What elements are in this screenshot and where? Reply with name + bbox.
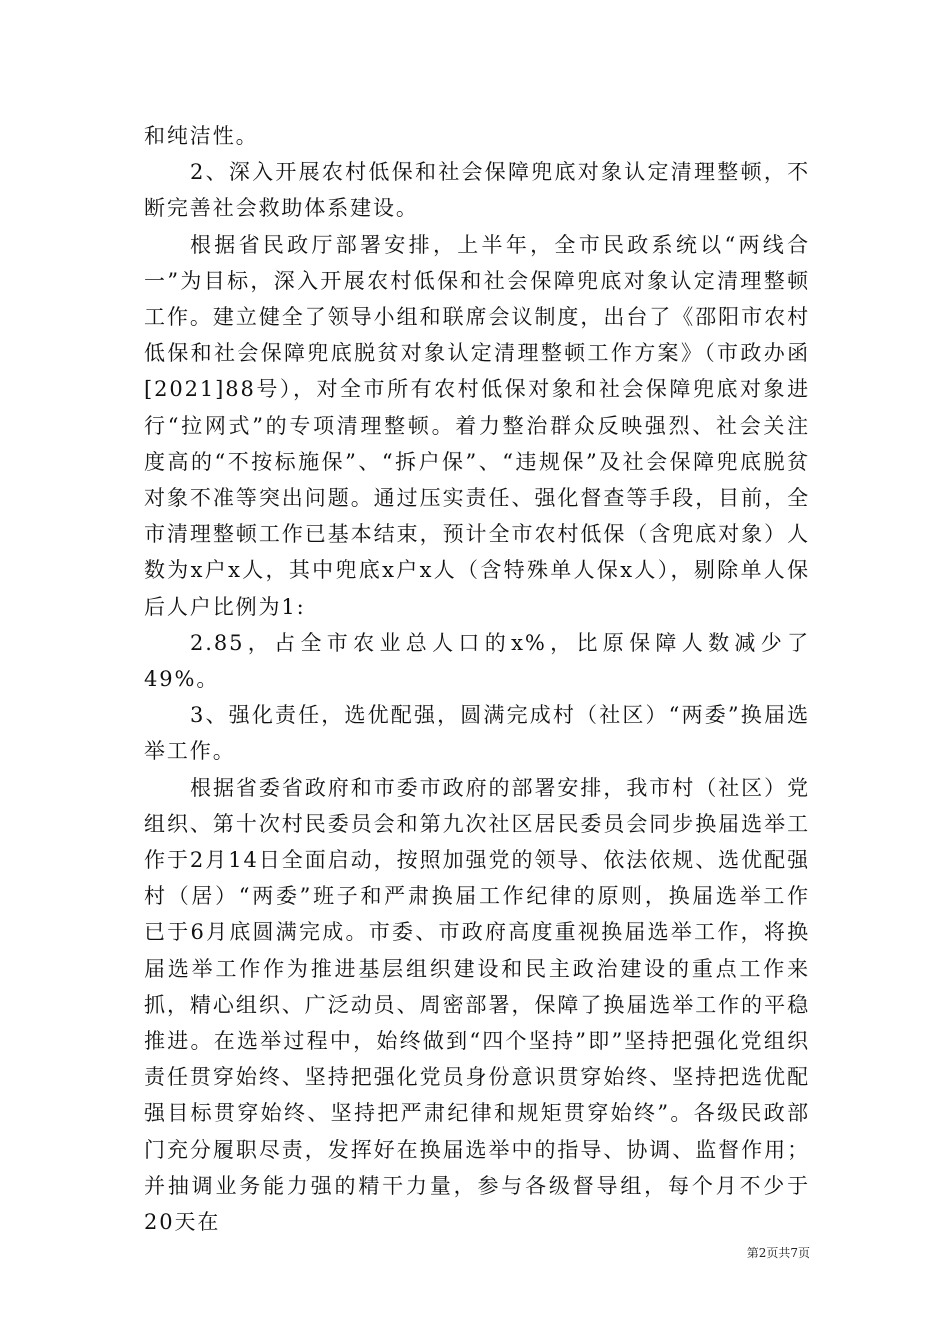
document-body bbox=[144, 118, 810, 1240]
paragraph-election-work: 根据省委省政府和市委市政府的部署安排，我市村（社区）党组织、第十次村民委员会和第九次社区居民委员会同步换届选举工作于2月14日全面启动，按照加强党的领导、依法依规、选优配强村（居）“两委”班子和严肃换届工作纪律的原则，换届选举工作已于6月底圆满完成。市委、市政府高度重视换届选举工作，将换届选举工作作为推进基层组织建设和民主政治建设的重点工作来抓，精心组织、广泛动员、周密部署，保障了换届选举工作的平稳推进。在选举过程中，始终做到“四个坚持”即”坚持把强化党组织责任贯穿始终、坚持把强化党员身份意识贯穿始终、坚持把选优配强目标贯穿始终、坚持把严肃纪律和规矩贯穿始终”。各级民政部门充分履职尽责，发挥好在换届选举中的指导、协调、监督作用；并抽调业务能力强的精干力量，参与各级督导组，每个月不少于20天在 bbox=[144, 775, 810, 1235]
paragraph-ratio-figures: 2.85，占全市农业总人口的x%，比原保障人数减少了49%。 bbox=[144, 630, 810, 692]
paragraph-heading-3: 3、强化责任，选优配强，圆满完成村（社区）“两委”换届选举工作。 bbox=[144, 703, 810, 764]
paragraph-continuation: 和纯洁性。 bbox=[144, 124, 259, 148]
page-number: 第2页共7页 bbox=[746, 1246, 810, 1260]
paragraph-low-income-cleanup: 根据省民政厅部署安排，上半年，全市民政系统以“两线合一”为目标，深入开展农村低保和社会保障兜底对象认定清理整顿工作。建立健全了领导小组和联席会议制度，出台了《邵阳市农村低保和社会保障兜底脱贫对象认定清理整顿工作方案》（市政办函[2021]88号），对全市所有农村低保对象和社会保障兜底对象进行“拉网式”的专项清理整顿。着力整治群众反映强烈、社会关注度高的“不按标施保”、“拆户保”、“违规保”及社会保障兜底脱贫对象不准等突出问题。通过压实责任、强化督查等手段，目前，全市清理整顿工作已基本结束，预计全市农村低保（含兜底对象）人数为x户x人，其中兜底x户x人（含特殊单人保x人），剔除单人保后人户比例为1: bbox=[144, 232, 810, 619]
paragraph-heading-2: 2、深入开展农村低保和社会保障兜底对象认定清理整顿，不断完善社会救助体系建设。 bbox=[144, 160, 810, 221]
